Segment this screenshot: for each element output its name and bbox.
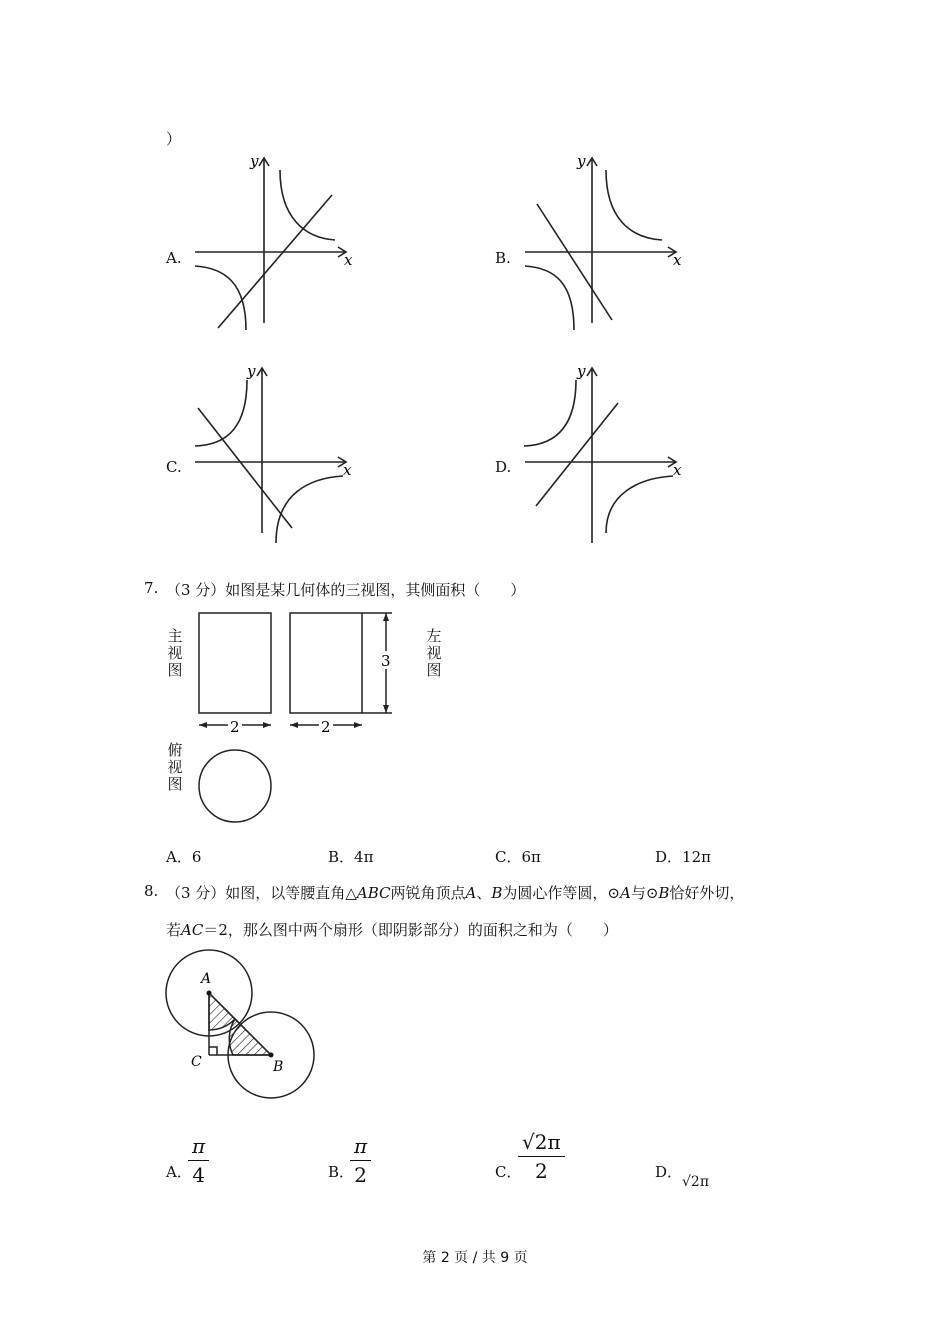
q7-top-view-label: 俯视图 — [167, 741, 183, 793]
hyperbola-branch-q1 — [280, 170, 335, 240]
q7-option-b: B．4π — [328, 848, 374, 866]
hyperbola-branch-q2 — [524, 380, 576, 446]
line-rising — [218, 195, 332, 328]
q6-graph-d — [510, 358, 690, 548]
y-axis-label: y — [247, 362, 256, 380]
q7-three-views-figure — [190, 605, 430, 835]
y-axis-label: y — [577, 362, 586, 380]
q8-stem-line2: 若AC＝2，那么图中两个扇形（即阴影部分）的面积之和为（ ） — [166, 921, 618, 939]
q8-option-a-fraction: $\frac{\pi}{4}$ — [188, 1134, 209, 1187]
q8-option-d-value: √2π — [682, 1174, 710, 1190]
left-view-rect — [290, 613, 362, 713]
x-axis-label: x — [673, 461, 682, 479]
q7-option-a: A．6 — [166, 848, 202, 866]
q7-left-view-label: 左视图 — [426, 627, 442, 679]
q6-graph-c — [180, 358, 360, 548]
point-b — [269, 1053, 274, 1058]
hyperbola-branch-q3 — [525, 266, 574, 330]
q7-number: 7. — [144, 579, 159, 597]
line-falling — [537, 204, 612, 320]
q7-option-c: C．6π — [495, 848, 541, 866]
q6-option-c-label: C. — [166, 458, 182, 476]
right-angle-mark — [209, 1047, 217, 1055]
q8-option-b-fraction: $\frac{\pi}{2}$ — [350, 1134, 371, 1187]
q8-option-a-label: A． — [166, 1163, 192, 1181]
q8-stem-line1: （3 分）如图，以等腰直角△ABC两锐角顶点A、B为圆心作等圆，⊙A与⊙B恰好外切， — [166, 884, 745, 902]
q6-option-d-label: D. — [495, 458, 512, 476]
label-c: C — [191, 1054, 202, 1070]
front-view-rect — [199, 613, 271, 713]
dim-front-width: 2 — [230, 718, 240, 736]
x-axis-label: x — [344, 251, 353, 269]
q6-option-b-label: B. — [495, 249, 511, 267]
hyperbola-branch-q4 — [276, 476, 343, 543]
y-axis-label: y — [250, 152, 259, 170]
x-axis-label: x — [343, 461, 352, 479]
y-axis-label: y — [577, 152, 586, 170]
x-axis-label: x — [673, 251, 682, 269]
q7-option-d: D．12π — [655, 848, 711, 866]
point-a — [207, 991, 212, 996]
dim-height: 3 — [381, 652, 391, 670]
q8-circles-figure — [160, 945, 330, 1105]
label-a: A — [201, 971, 212, 987]
hyperbola-branch-q3 — [195, 266, 246, 330]
q8-option-c-label: C． — [495, 1163, 522, 1181]
line-falling — [198, 408, 292, 528]
q8-option-c-fraction: $\frac{√2\pi}{2}$ — [518, 1130, 565, 1183]
line-rising — [536, 403, 618, 506]
q6-paren-tail: ） — [166, 130, 182, 148]
sector-a-shaded — [209, 993, 235, 1030]
q8-option-d-label: D． — [655, 1163, 683, 1181]
page-footer: 第 2 页 / 共 9 页 — [422, 1250, 528, 1266]
hyperbola-branch-q1 — [606, 170, 662, 240]
hyperbola-branch-q4 — [606, 476, 673, 533]
q6-graph-b — [510, 148, 690, 338]
q8-option-b-label: B． — [328, 1163, 355, 1181]
label-b: B — [273, 1059, 284, 1075]
q6-option-a-label: A. — [166, 249, 182, 267]
q8-number: 8. — [144, 882, 159, 900]
q7-front-view-label: 主视图 — [167, 627, 183, 679]
q7-stem: （3 分）如图是某几何体的三视图，其侧面积（ ） — [166, 581, 526, 599]
q6-graph-a — [180, 148, 360, 338]
top-view-circle — [199, 750, 271, 822]
dim-left-width: 2 — [321, 718, 331, 736]
